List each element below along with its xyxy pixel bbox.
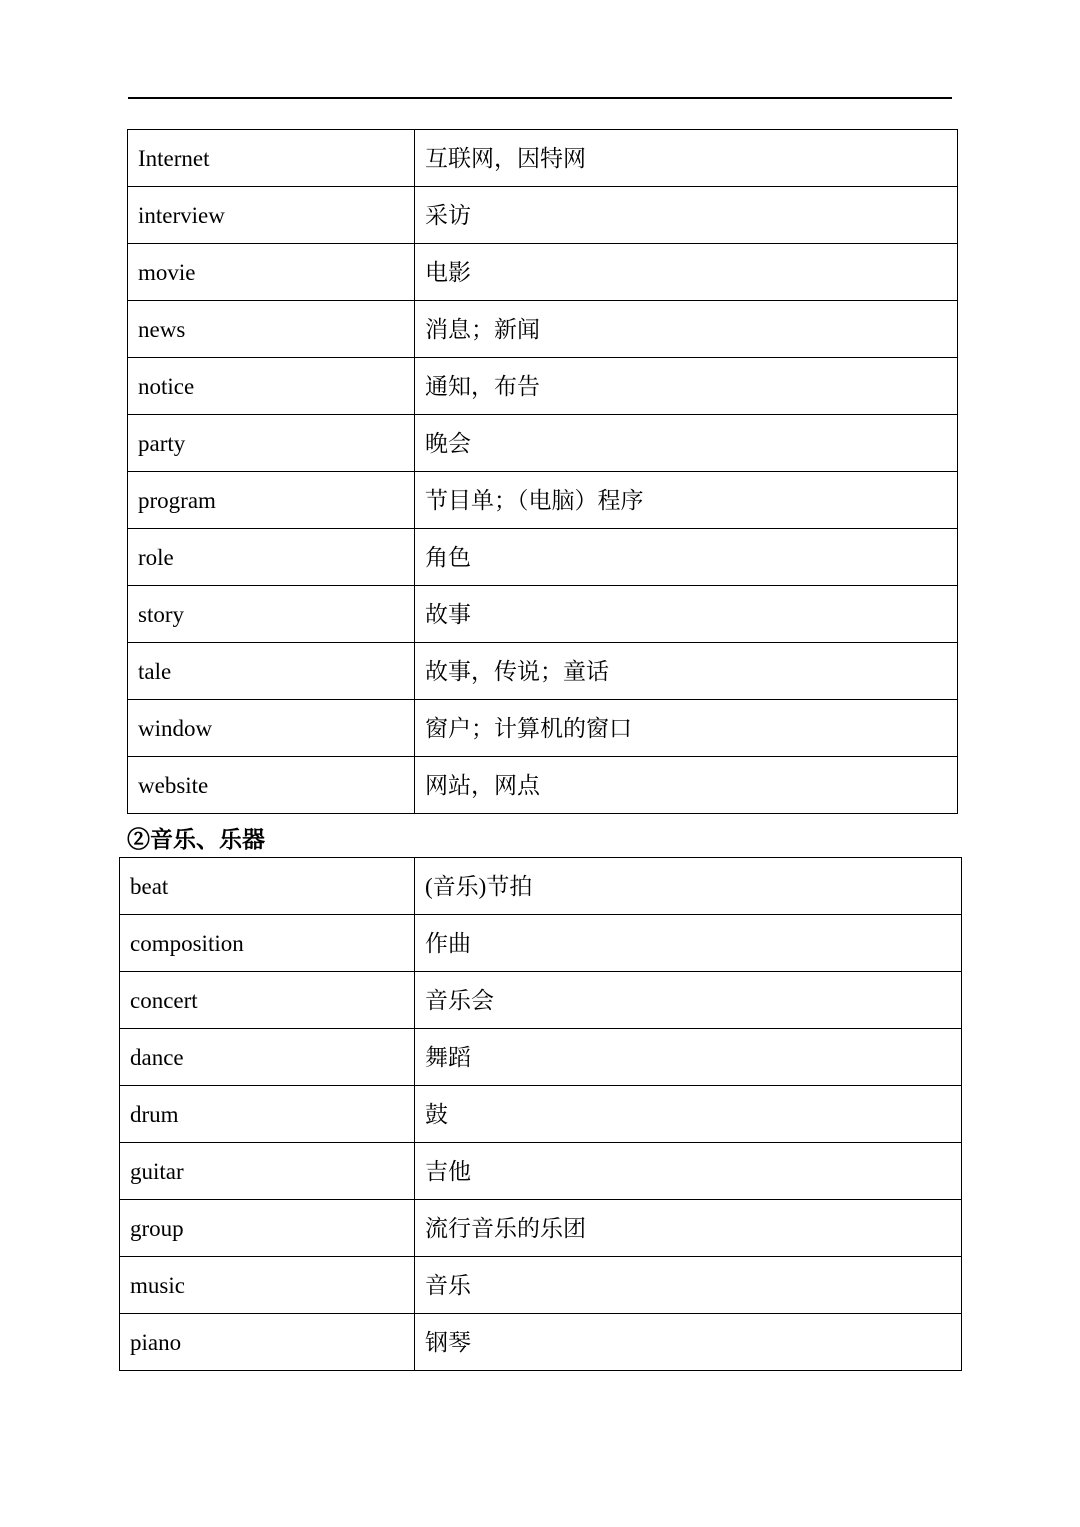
table-row bbox=[128, 187, 958, 244]
english-word: tale bbox=[128, 643, 415, 700]
chinese-meaning: 故事，传说；童话 bbox=[415, 643, 958, 700]
chinese-meaning: 窗户；计算机的窗口 bbox=[415, 700, 958, 757]
table-row bbox=[120, 1257, 962, 1314]
english-word: guitar bbox=[120, 1143, 415, 1200]
vocab-table-music bbox=[119, 857, 962, 1371]
chinese-meaning: 鼓 bbox=[415, 1086, 962, 1143]
chinese-meaning: 电影 bbox=[415, 244, 958, 301]
chinese-meaning: 网站，网点 bbox=[415, 757, 958, 814]
table-row bbox=[128, 130, 958, 187]
table-row bbox=[120, 1314, 962, 1371]
header-rule bbox=[128, 97, 952, 99]
english-word: drum bbox=[120, 1086, 415, 1143]
chinese-meaning: 晚会 bbox=[415, 415, 958, 472]
chinese-meaning: 音乐 bbox=[415, 1257, 962, 1314]
english-word: concert bbox=[120, 972, 415, 1029]
english-word: role bbox=[128, 529, 415, 586]
chinese-meaning: 通知，布告 bbox=[415, 358, 958, 415]
english-word: news bbox=[128, 301, 415, 358]
chinese-meaning: 节目单；（电脑）程序 bbox=[415, 472, 958, 529]
english-word: window bbox=[128, 700, 415, 757]
table-row bbox=[120, 1086, 962, 1143]
table-row bbox=[128, 757, 958, 814]
table-row bbox=[120, 1200, 962, 1257]
chinese-meaning: 吉他 bbox=[415, 1143, 962, 1200]
table-row bbox=[120, 972, 962, 1029]
table-row bbox=[120, 915, 962, 972]
english-word: movie bbox=[128, 244, 415, 301]
english-word: interview bbox=[128, 187, 415, 244]
english-word: dance bbox=[120, 1029, 415, 1086]
chinese-meaning: 消息；新闻 bbox=[415, 301, 958, 358]
english-word: piano bbox=[120, 1314, 415, 1371]
english-word: story bbox=[128, 586, 415, 643]
english-word: music bbox=[120, 1257, 415, 1314]
english-word: notice bbox=[128, 358, 415, 415]
chinese-meaning: 角色 bbox=[415, 529, 958, 586]
table-row bbox=[120, 1029, 962, 1086]
vocab-table-body bbox=[128, 130, 958, 814]
table-row bbox=[120, 858, 962, 915]
table-row bbox=[128, 358, 958, 415]
chinese-meaning: 钢琴 bbox=[415, 1314, 962, 1371]
chinese-meaning: 故事 bbox=[415, 586, 958, 643]
english-word: beat bbox=[120, 858, 415, 915]
table-row bbox=[120, 1143, 962, 1200]
chinese-meaning: 流行音乐的乐团 bbox=[415, 1200, 962, 1257]
chinese-meaning: 采访 bbox=[415, 187, 958, 244]
vocab-table-media bbox=[127, 129, 958, 814]
chinese-meaning: 音乐会 bbox=[415, 972, 962, 1029]
table-row bbox=[128, 700, 958, 757]
vocab-table-body bbox=[120, 858, 962, 1371]
table-row bbox=[128, 529, 958, 586]
english-word: group bbox=[120, 1200, 415, 1257]
english-word: website bbox=[128, 757, 415, 814]
table-row bbox=[128, 301, 958, 358]
chinese-meaning: 互联网，因特网 bbox=[415, 130, 958, 187]
chinese-meaning: 作曲 bbox=[415, 915, 962, 972]
chinese-meaning: (音乐)节拍 bbox=[415, 858, 962, 915]
table-row bbox=[128, 472, 958, 529]
english-word: program bbox=[128, 472, 415, 529]
english-word: party bbox=[128, 415, 415, 472]
section-heading-music: ②音乐、乐器 bbox=[127, 827, 265, 852]
english-word: Internet bbox=[128, 130, 415, 187]
table-row bbox=[128, 586, 958, 643]
chinese-meaning: 舞蹈 bbox=[415, 1029, 962, 1086]
english-word: composition bbox=[120, 915, 415, 972]
table-row bbox=[128, 244, 958, 301]
table-row bbox=[128, 415, 958, 472]
table-row bbox=[128, 643, 958, 700]
